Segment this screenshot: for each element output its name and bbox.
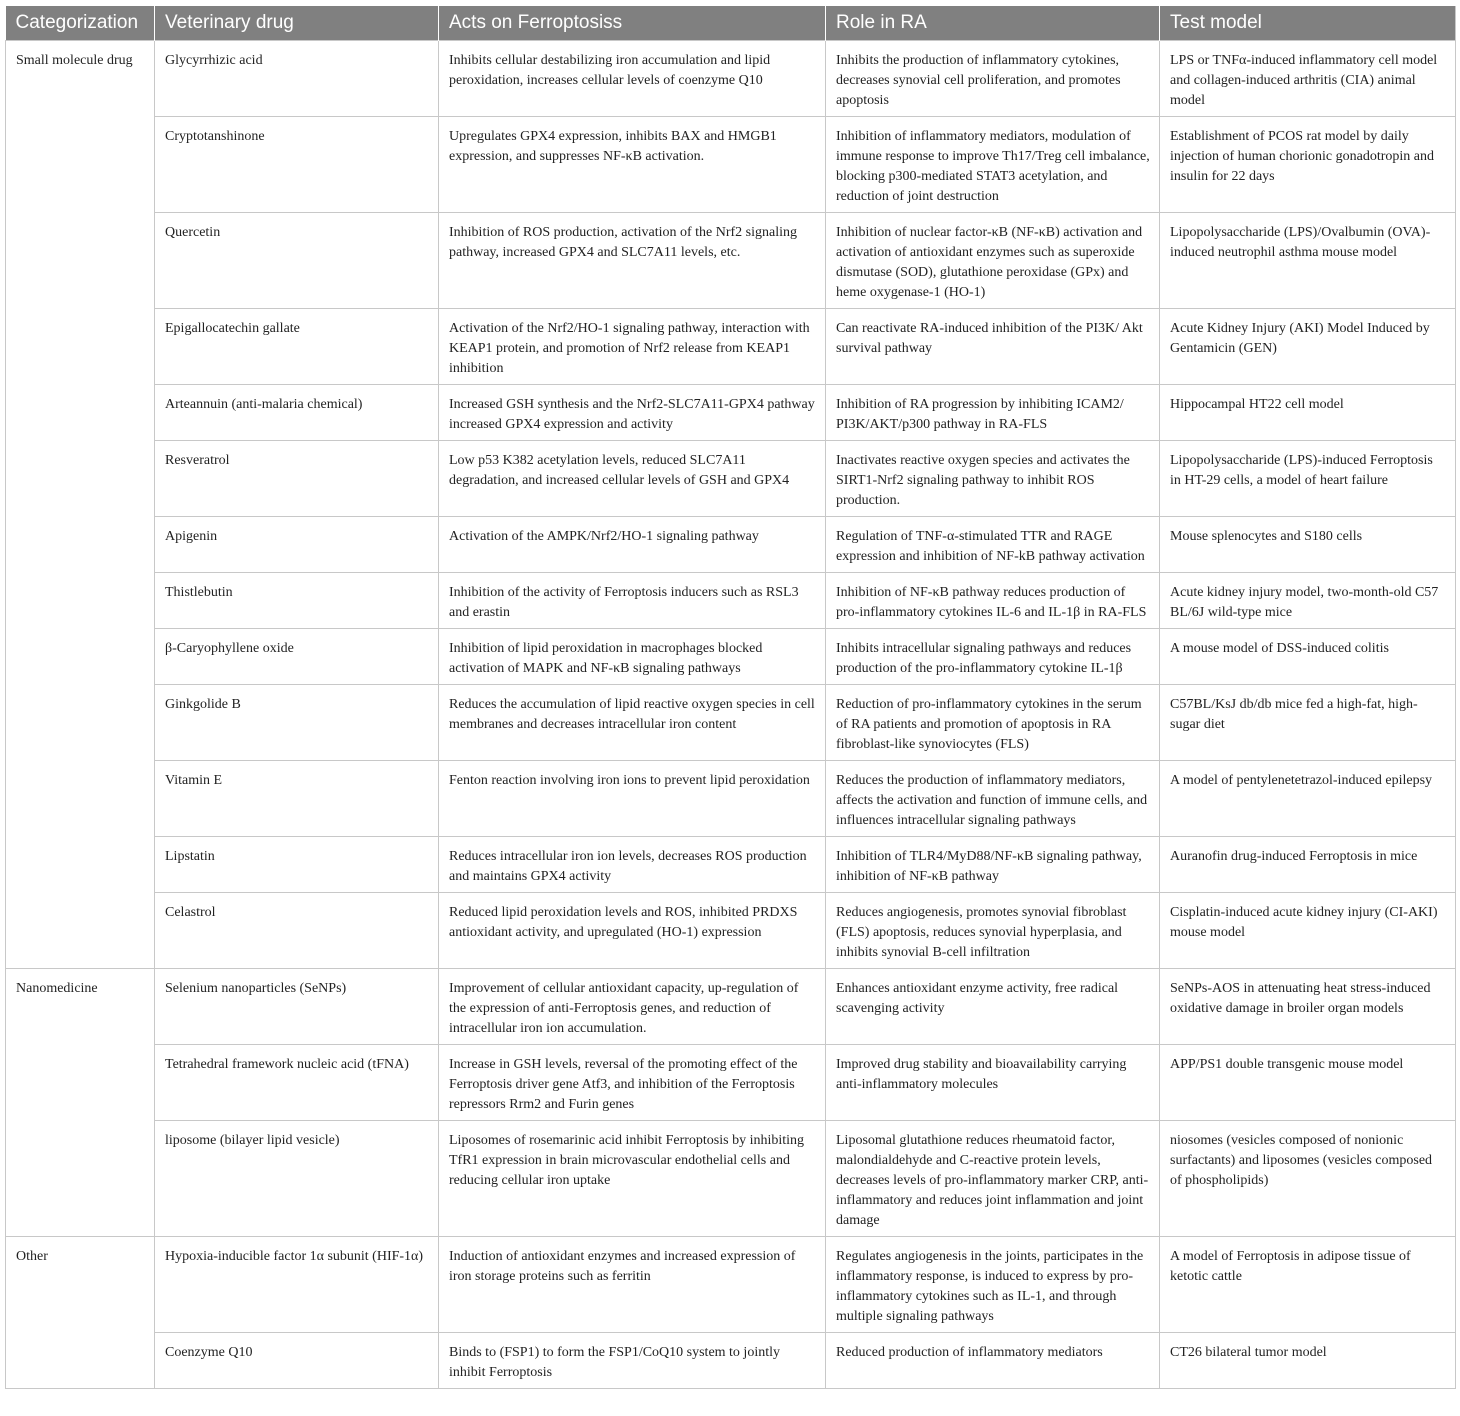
cell-acts: Activation of the AMPK/Nrf2/HO-1 signaling pathway (439, 517, 826, 573)
table-header (6, 6, 1456, 41)
cell-drug: Celastrol (155, 893, 439, 969)
cell-drug: Quercetin (155, 213, 439, 309)
cell-role: Regulation of TNF-α-stimulated TTR and RAGE expression and inhibition of NF-kB pathway activation (826, 517, 1160, 573)
cell-category (6, 837, 155, 893)
cell-model: A model of pentylenetetrazol-induced epilepsy (1160, 761, 1456, 837)
cell-category (6, 517, 155, 573)
drug-table (5, 6, 1456, 1389)
table-row (6, 685, 1456, 761)
cell-model: CT26 bilateral tumor model (1160, 1333, 1456, 1389)
cell-role: Can reactivate RA-induced inhibition of the PI3K/ Akt survival pathway (826, 309, 1160, 385)
cell-role: Inhibits the production of inflammatory cytokines, decreases synovial cell proliferation, and promotes apoptosis (826, 41, 1160, 117)
cell-acts: Reduces the accumulation of lipid reactive oxygen species in cell membranes and decreases intracellular iron content (439, 685, 826, 761)
cell-drug: Cryptotanshinone (155, 117, 439, 213)
cell-model: Mouse splenocytes and S180 cells (1160, 517, 1456, 573)
table-row (6, 969, 1456, 1045)
table-row (6, 41, 1456, 117)
table-row (6, 1333, 1456, 1389)
cell-role: Inhibits intracellular signaling pathways and reduces production of the pro-inflammatory cytokine IL-1β (826, 629, 1160, 685)
cell-model: Lipopolysaccharide (LPS)/Ovalbumin (OVA)-induced neutrophil asthma mouse model (1160, 213, 1456, 309)
cell-drug: Hypoxia-inducible factor 1α subunit (HIF-1α) (155, 1237, 439, 1333)
cell-category: Nanomedicine (6, 969, 155, 1045)
table-row (6, 441, 1456, 517)
cell-acts: Improvement of cellular antioxidant capacity, up-regulation of the expression of anti-Ferroptosis genes, and reduction of intracellular iron ion accumulation. (439, 969, 826, 1045)
cell-drug: Arteannuin (anti-malaria chemical) (155, 385, 439, 441)
table-row (6, 117, 1456, 213)
cell-acts: Low p53 K382 acetylation levels, reduced SLC7A11 degradation, and increased cellular levels of GSH and GPX4 (439, 441, 826, 517)
cell-role: Liposomal glutathione reduces rheumatoid factor, malondialdehyde and C-reactive protein levels, decreases levels of pro-inflammatory marker CRP, anti-inflammatory and reduces joint inflammation and joint damage (826, 1121, 1160, 1237)
table-row (6, 837, 1456, 893)
cell-acts: Increase in GSH levels, reversal of the promoting effect of the Ferroptosis driver gene Atf3, and inhibition of the Ferroptosis repressors Rrm2 and Furin genes (439, 1045, 826, 1121)
cell-model: A model of Ferroptosis in adipose tissue of ketotic cattle (1160, 1237, 1456, 1333)
cell-category: Other (6, 1237, 155, 1333)
cell-drug: liposome (bilayer lipid vesicle) (155, 1121, 439, 1237)
table-row (6, 573, 1456, 629)
header-acts-on-ferroptosis: Acts on Ferroptosiss (439, 6, 826, 41)
cell-category (6, 629, 155, 685)
cell-category (6, 441, 155, 517)
cell-model: SeNPs-AOS in attenuating heat stress-induced oxidative damage in broiler organ models (1160, 969, 1456, 1045)
cell-category (6, 1333, 155, 1389)
cell-drug: Epigallocatechin gallate (155, 309, 439, 385)
cell-model: Acute Kidney Injury (AKI) Model Induced by Gentamicin (GEN) (1160, 309, 1456, 385)
cell-acts: Increased GSH synthesis and the Nrf2-SLC7A11-GPX4 pathway increased GPX4 expression and activity (439, 385, 826, 441)
table-row (6, 1237, 1456, 1333)
cell-model: Lipopolysaccharide (LPS)-induced Ferroptosis in HT-29 cells, a model of heart failure (1160, 441, 1456, 517)
cell-model: APP/PS1 double transgenic mouse model (1160, 1045, 1456, 1121)
table-row (6, 893, 1456, 969)
cell-category (6, 685, 155, 761)
cell-category: Small molecule drug (6, 41, 155, 117)
cell-category (6, 213, 155, 309)
cell-category (6, 893, 155, 969)
header-role-in-ra: Role in RA (826, 6, 1160, 41)
cell-role: Regulates angiogenesis in the joints, participates in the inflammatory response, is induced to express by pro-inflammatory cytokines such as IL-1, and through multiple signaling pathways (826, 1237, 1160, 1333)
table-body (6, 41, 1456, 1389)
header-categorization: Categorization (6, 6, 155, 41)
header-row (6, 6, 1456, 41)
cell-model: Acute kidney injury model, two-month-old C57 BL/6J wild-type mice (1160, 573, 1456, 629)
cell-acts: Inhibition of the activity of Ferroptosis inducers such as RSL3 and erastin (439, 573, 826, 629)
header-test-model: Test model (1160, 6, 1456, 41)
table-row (6, 309, 1456, 385)
cell-drug: Lipstatin (155, 837, 439, 893)
cell-role: Inactivates reactive oxygen species and activates the SIRT1-Nrf2 signaling pathway to inhibit ROS production. (826, 441, 1160, 517)
cell-role: Inhibition of RA progression by inhibiting ICAM2/ PI3K/AKT/p300 pathway in RA-FLS (826, 385, 1160, 441)
cell-category (6, 309, 155, 385)
cell-acts: Inhibits cellular destabilizing iron accumulation and lipid peroxidation, increases cellular levels of coenzyme Q10 (439, 41, 826, 117)
table-row (6, 517, 1456, 573)
cell-category (6, 761, 155, 837)
cell-acts: Activation of the Nrf2/HO-1 signaling pathway, interaction with KEAP1 protein, and promotion of Nrf2 release from KEAP1 inhibition (439, 309, 826, 385)
cell-role: Enhances antioxidant enzyme activity, free radical scavenging activity (826, 969, 1160, 1045)
cell-model: Auranofin drug-induced Ferroptosis in mice (1160, 837, 1456, 893)
cell-model: Hippocampal HT22 cell model (1160, 385, 1456, 441)
cell-model: LPS or TNFα-induced inflammatory cell model and collagen-induced arthritis (CIA) animal model (1160, 41, 1456, 117)
cell-acts: Upregulates GPX4 expression, inhibits BAX and HMGB1 expression, and suppresses NF-κB activation. (439, 117, 826, 213)
cell-role: Reduces angiogenesis, promotes synovial fibroblast (FLS) apoptosis, reduces synovial hyperplasia, and inhibits synovial B-cell infiltration (826, 893, 1160, 969)
header-veterinary-drug: Veterinary drug (155, 6, 439, 41)
table-row (6, 629, 1456, 685)
table-row (6, 385, 1456, 441)
cell-model: Establishment of PCOS rat model by daily injection of human chorionic gonadotropin and insulin for 22 days (1160, 117, 1456, 213)
cell-acts: Liposomes of rosemarinic acid inhibit Ferroptosis by inhibiting TfR1 expression in brain microvascular endothelial cells and reducing cellular iron uptake (439, 1121, 826, 1237)
cell-category (6, 1121, 155, 1237)
cell-drug: Tetrahedral framework nucleic acid (tFNA) (155, 1045, 439, 1121)
cell-role: Reduction of pro-inflammatory cytokines in the serum of RA patients and promotion of apoptosis in RA fibroblast-like synoviocytes (FLS) (826, 685, 1160, 761)
cell-drug: Thistlebutin (155, 573, 439, 629)
cell-role: Inhibition of nuclear factor-κB (NF-κB) activation and activation of antioxidant enzymes such as superoxide dismutase (SOD), glutathione peroxidase (GPx) and heme oxygenase-1 (HO-1) (826, 213, 1160, 309)
cell-acts: Inhibition of ROS production, activation of the Nrf2 signaling pathway, increased GPX4 and SLC7A11 levels, etc. (439, 213, 826, 309)
cell-category (6, 573, 155, 629)
cell-acts: Binds to (FSP1) to form the FSP1/CoQ10 system to jointly inhibit Ferroptosis (439, 1333, 826, 1389)
cell-model: Cisplatin-induced acute kidney injury (CI-AKI) mouse model (1160, 893, 1456, 969)
table-row (6, 1045, 1456, 1121)
cell-acts: Induction of antioxidant enzymes and increased expression of iron storage proteins such as ferritin (439, 1237, 826, 1333)
cell-acts: Inhibition of lipid peroxidation in macrophages blocked activation of MAPK and NF-κB signaling pathways (439, 629, 826, 685)
cell-role: Inhibition of inflammatory mediators, modulation of immune response to improve Th17/Treg cell imbalance, blocking p300-mediated STAT3 acetylation, and reduction of joint destruction (826, 117, 1160, 213)
cell-model: A mouse model of DSS-induced colitis (1160, 629, 1456, 685)
cell-drug: Vitamin E (155, 761, 439, 837)
table-row (6, 213, 1456, 309)
cell-role: Reduced production of inflammatory mediators (826, 1333, 1160, 1389)
cell-acts: Reduces intracellular iron ion levels, decreases ROS production and maintains GPX4 activity (439, 837, 826, 893)
cell-category (6, 385, 155, 441)
cell-drug: Selenium nanoparticles (SeNPs) (155, 969, 439, 1045)
cell-role: Inhibition of TLR4/MyD88/NF-κB signaling pathway, inhibition of NF-κB pathway (826, 837, 1160, 893)
cell-acts: Fenton reaction involving iron ions to prevent lipid peroxidation (439, 761, 826, 837)
cell-model: niosomes (vesicles composed of nonionic surfactants) and liposomes (vesicles composed of phospholipids) (1160, 1121, 1456, 1237)
table-row (6, 1121, 1456, 1237)
cell-drug: Glycyrrhizic acid (155, 41, 439, 117)
cell-category (6, 1045, 155, 1121)
cell-model: C57BL/KsJ db/db mice fed a high-fat, high-sugar diet (1160, 685, 1456, 761)
cell-role: Reduces the production of inflammatory mediators, affects the activation and function of immune cells, and influences intracellular signaling pathways (826, 761, 1160, 837)
cell-acts: Reduced lipid peroxidation levels and ROS, inhibited PRDXS antioxidant activity, and upregulated (HO-1) expression (439, 893, 826, 969)
table-container (5, 6, 1455, 1389)
cell-drug: Ginkgolide B (155, 685, 439, 761)
cell-drug: β-Caryophyllene oxide (155, 629, 439, 685)
cell-category (6, 117, 155, 213)
cell-role: Improved drug stability and bioavailability carrying anti-inflammatory molecules (826, 1045, 1160, 1121)
cell-role: Inhibition of NF-κB pathway reduces production of pro-inflammatory cytokines IL-6 and IL-1β in RA-FLS (826, 573, 1160, 629)
cell-drug: Resveratrol (155, 441, 439, 517)
cell-drug: Apigenin (155, 517, 439, 573)
table-row (6, 761, 1456, 837)
cell-drug: Coenzyme Q10 (155, 1333, 439, 1389)
